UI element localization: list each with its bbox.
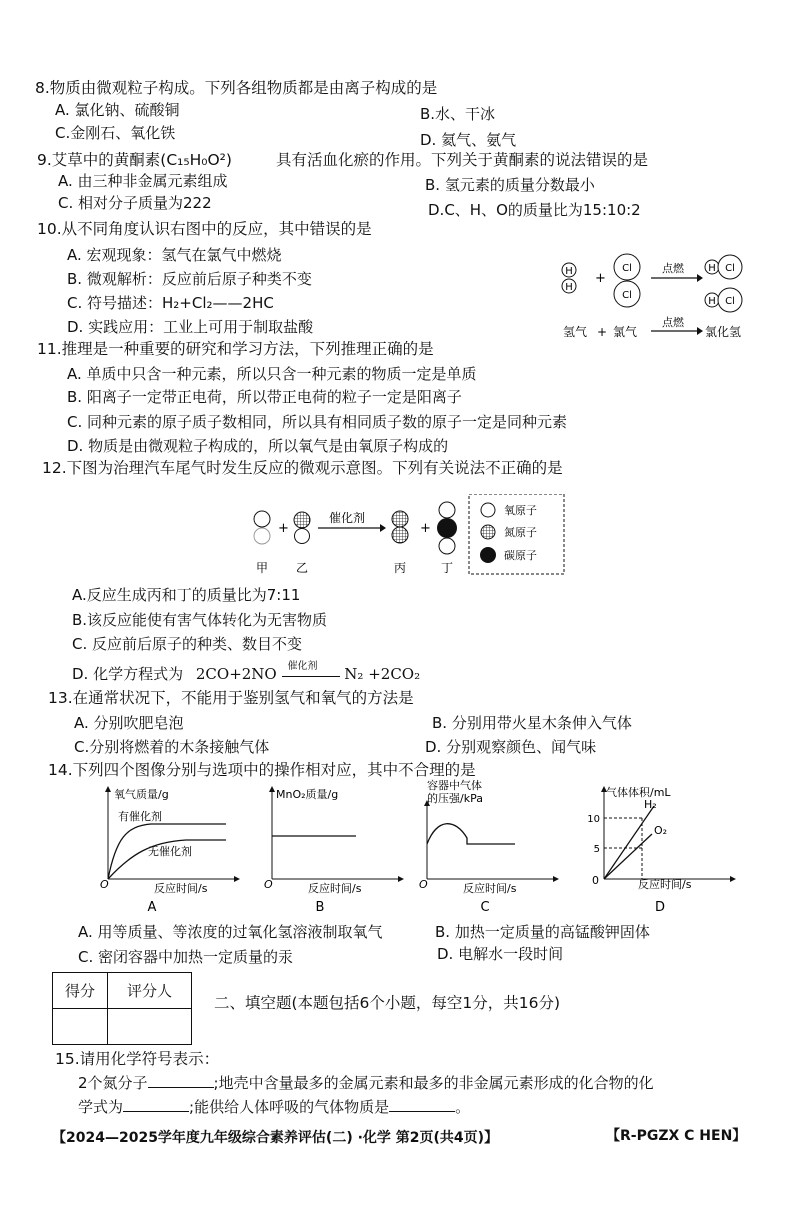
answer-blank-3[interactable] bbox=[389, 1097, 455, 1112]
svg-text:+: + bbox=[597, 325, 608, 339]
svg-text:O: O bbox=[419, 878, 428, 891]
svg-text:的压强/kPa: 的压强/kPa bbox=[427, 792, 483, 805]
svg-text:丙: 丙 bbox=[393, 561, 407, 575]
score-header: 得分 bbox=[53, 973, 108, 1009]
answer-blank-2[interactable] bbox=[123, 1097, 189, 1112]
hydrogen-molecule bbox=[562, 263, 576, 293]
reactant-label-2: 氯气 bbox=[613, 325, 638, 339]
carbon-legend-icon bbox=[480, 547, 496, 563]
q10-option-a: A. 宏观现象：氢气在氯气中燃烧 bbox=[67, 246, 282, 264]
graph-letter: D bbox=[654, 900, 666, 915]
answer-blank-1[interactable] bbox=[148, 1073, 214, 1088]
q14-graph-c bbox=[415, 778, 565, 916]
yi-molecule bbox=[294, 512, 310, 544]
svg-text:Cl: Cl bbox=[725, 296, 735, 307]
q10-stem: 10.从不同角度认识右图中的反应，其中错误的是 bbox=[37, 220, 372, 238]
q9-option-b: B. 氢元素的质量分数最小 bbox=[425, 176, 595, 194]
pressure-curve bbox=[427, 824, 515, 844]
score-cell[interactable] bbox=[53, 1009, 108, 1045]
svg-text:H: H bbox=[708, 263, 716, 274]
q15-line-2: 学式为 ;能供给人体呼吸的气体物质是 。 bbox=[78, 1098, 471, 1116]
q12-option-b: B.该反应能使有害气体转化为无害物质 bbox=[72, 611, 328, 629]
q11-option-b: B. 阳离子一定带正电荷，所以带正电荷的粒子一定是阳离子 bbox=[67, 388, 462, 406]
svg-text:乙: 乙 bbox=[295, 561, 309, 575]
q12-exhaust-diagram bbox=[240, 494, 570, 584]
q14-graph-a bbox=[96, 784, 246, 916]
q13-stem: 13.在通常状况下，不能用于鉴别氢气和氧气的方法是 bbox=[48, 689, 414, 707]
q9-stem: 具有活血化瘀的作用。下列关于黄酮素的说法错误的是 bbox=[276, 151, 649, 169]
svg-text:Cl: Cl bbox=[622, 263, 632, 274]
ding-molecule bbox=[437, 502, 457, 554]
q14-option-c: C. 密闭容器中加热一定质量的汞 bbox=[78, 948, 294, 966]
q14-option-a: A. 用等质量、等浓度的过氧化氢溶液制取氧气 bbox=[78, 923, 383, 941]
q9-option-a: A. 由三种非金属元素组成 bbox=[58, 172, 228, 190]
q13-option-c: C.分别将燃着的木条接触气体 bbox=[74, 738, 270, 756]
svg-text:O: O bbox=[100, 878, 109, 891]
hcl-molecule-2 bbox=[705, 288, 742, 312]
q12-option-c: C. 反应前后原子的种类、数目不变 bbox=[72, 635, 303, 653]
bing-molecule bbox=[392, 511, 408, 543]
svg-text:Cl: Cl bbox=[725, 263, 735, 274]
grader-header: 评分人 bbox=[108, 973, 192, 1009]
graph-letter: C bbox=[480, 900, 490, 915]
oxygen-legend-icon bbox=[481, 503, 495, 517]
graph-letter: A bbox=[147, 900, 157, 915]
svg-text:容器中气体: 容器中气体 bbox=[427, 779, 482, 792]
svg-text:O: O bbox=[264, 878, 273, 891]
svg-text:有催化剂: 有催化剂 bbox=[118, 810, 162, 823]
catalyst-label: 催化剂 bbox=[328, 511, 366, 525]
q11-option-c: C. 同种元素的原子质子数相同，所以具有相同质子数的原子一定是同种元素 bbox=[67, 413, 568, 431]
svg-text:反应时间/s: 反应时间/s bbox=[463, 882, 517, 895]
svg-text:Cl: Cl bbox=[622, 290, 632, 301]
q10-reaction-diagram bbox=[555, 250, 755, 345]
section-2-title: 二、填空题(本题包括6个小题，每空1分，共16分) bbox=[214, 994, 561, 1012]
svg-text:反应时间/s: 反应时间/s bbox=[638, 878, 692, 891]
footer-code: 【R-PGZX C HEN】 bbox=[606, 1128, 747, 1144]
q8-option-a: A. 氯化钠、硫酸铜 bbox=[55, 101, 180, 119]
nitrogen-legend-icon bbox=[481, 525, 495, 539]
chlorine-molecule bbox=[614, 254, 640, 307]
condition-label: 点燃 bbox=[662, 262, 684, 275]
q13-option-b: B. 分别用带火星木条伸入气体 bbox=[432, 714, 632, 732]
q8-option-d: D. 氦气、氨气 bbox=[420, 131, 517, 149]
svg-text:MnO₂质量/g: MnO₂质量/g bbox=[276, 788, 339, 801]
grading-table bbox=[52, 972, 192, 1045]
svg-text:H₂: H₂ bbox=[644, 798, 657, 811]
q10-option-b: B. 微观解析：反应前后原子种类不变 bbox=[67, 270, 312, 288]
svg-text:0: 0 bbox=[592, 874, 599, 887]
q11-option-d: D. 物质是由微观粒子构成的，所以氧气是由氧原子构成的 bbox=[67, 437, 449, 455]
q8-option-b: B.水、干冰 bbox=[420, 105, 496, 123]
q15-stem: 15.请用化学符号表示： bbox=[55, 1050, 220, 1068]
svg-text:H: H bbox=[565, 282, 573, 293]
q10-option-c: C. 符号描述：H₂+Cl₂——2HC bbox=[67, 294, 274, 312]
reactant-label-1: 氢气 bbox=[563, 325, 588, 339]
svg-text:+: + bbox=[278, 521, 289, 536]
grader-cell[interactable] bbox=[108, 1009, 192, 1045]
svg-text:反应时间/s: 反应时间/s bbox=[154, 882, 208, 895]
svg-text:气体体积/mL: 气体体积/mL bbox=[606, 786, 671, 799]
hcl-molecule-1 bbox=[705, 255, 742, 279]
graph-letter: B bbox=[315, 900, 325, 915]
page-footer: 【2024—2025学年度九年级综合素养评估(二) ·化学 第2页(共4页)】 bbox=[52, 1130, 499, 1146]
q13-option-a: A. 分别吹肥皂泡 bbox=[74, 714, 184, 732]
jia-molecule bbox=[254, 511, 270, 544]
q12-option-a: A.反应生成丙和丁的质量比为7:11 bbox=[72, 586, 301, 604]
o2-line bbox=[604, 834, 652, 879]
q14-graph-b bbox=[260, 784, 410, 916]
svg-text:H: H bbox=[565, 266, 573, 277]
svg-text:反应时间/s: 反应时间/s bbox=[308, 882, 362, 895]
q9-option-d: D.C、H、O的质量比为15:10:2 bbox=[428, 201, 641, 219]
q14-option-b: B. 加热一定质量的高锰酸钾固体 bbox=[435, 923, 650, 941]
svg-text:甲: 甲 bbox=[255, 561, 269, 575]
legend-nitrogen: 氮原子 bbox=[504, 526, 537, 539]
svg-text:H: H bbox=[708, 296, 716, 307]
q10-option-d: D. 实践应用：工业上可用于制取盐酸 bbox=[67, 318, 314, 336]
q8-option-c: C.金刚石、氧化铁 bbox=[55, 124, 176, 142]
q12-option-d: D. 化学方程式为 2CO+2NO 催化剂 N₂ +2CO₂ bbox=[72, 660, 421, 683]
product-label: 氯化氢 bbox=[705, 325, 742, 339]
svg-text:O₂: O₂ bbox=[654, 824, 668, 837]
svg-text:5: 5 bbox=[593, 844, 600, 855]
q12-stem: 12.下图为治理汽车尾气时发生反应的微观示意图。下列有关说法不正确的是 bbox=[42, 459, 563, 477]
legend-carbon: 碳原子 bbox=[504, 549, 537, 562]
h2-line bbox=[604, 806, 654, 879]
svg-text:+: + bbox=[420, 521, 431, 536]
svg-text:无催化剂: 无催化剂 bbox=[148, 845, 192, 858]
svg-text:氧气质量/g: 氧气质量/g bbox=[114, 788, 169, 801]
plus-sign: + bbox=[595, 271, 606, 286]
q14-option-d: D. 电解水一段时间 bbox=[437, 945, 564, 963]
q14-graph-d bbox=[582, 784, 742, 916]
q13-option-d: D. 分别观察颜色、闻气味 bbox=[425, 738, 597, 756]
q11-option-a: A. 单质中只含一种元素，所以只含一种元素的物质一定是单质 bbox=[67, 365, 477, 383]
q9-stem-formula: 9.艾草中的黄酮素(C₁₅H₀O²) bbox=[37, 151, 232, 169]
q9-option-c: C. 相对分子质量为222 bbox=[58, 194, 212, 212]
legend-oxygen: 氧原子 bbox=[504, 504, 537, 517]
q8-stem: 8.物质由微观粒子构成。下列各组物质都是由离子构成的是 bbox=[35, 79, 438, 97]
q15-line-1: 2个氮分子 ;地壳中含量最多的金属元素和最多的非金属元素形成的化合物的化 bbox=[78, 1074, 654, 1092]
svg-text:丁: 丁 bbox=[440, 561, 454, 575]
q14-stem: 14.下列四个图像分别与选项中的操作相对应，其中不合理的是 bbox=[48, 761, 476, 779]
q11-stem: 11.推理是一种重要的研究和学习方法，下列推理正确的是 bbox=[37, 340, 434, 358]
svg-text:点燃: 点燃 bbox=[662, 316, 684, 329]
svg-text:10: 10 bbox=[587, 814, 600, 825]
